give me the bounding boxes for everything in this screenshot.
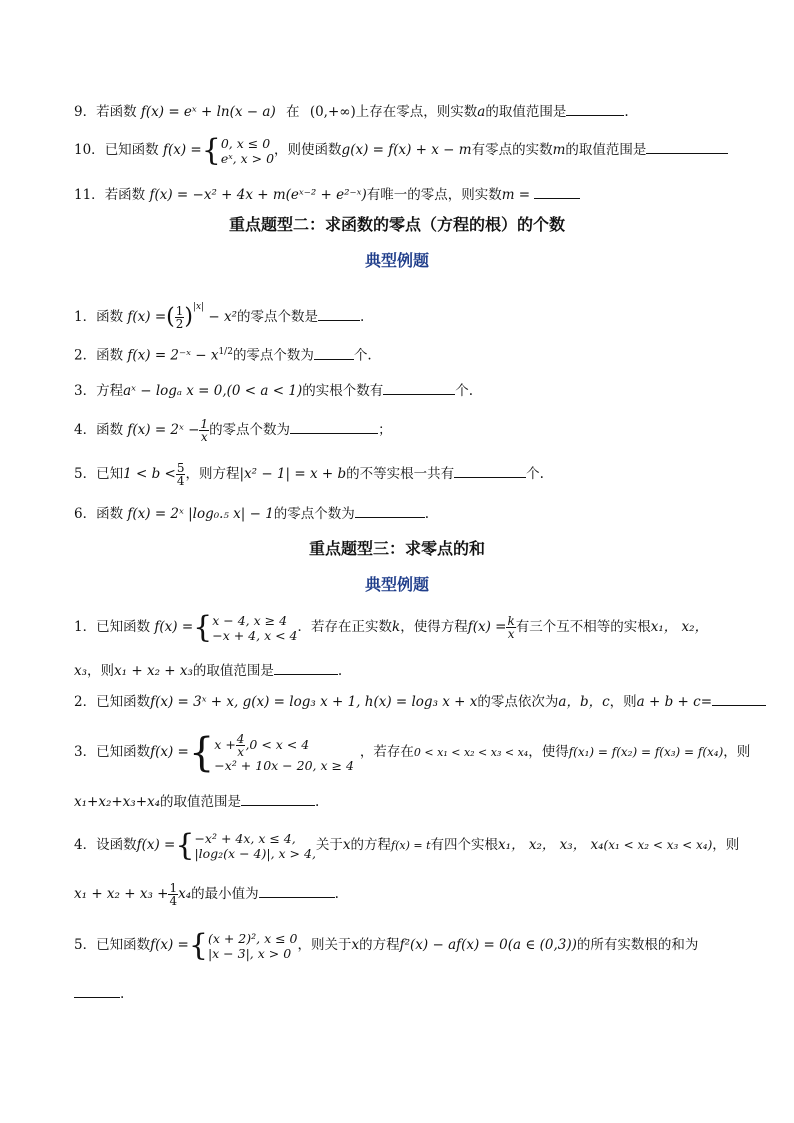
s3q4-expr: x₁ + x₂ + x₃ + — [74, 886, 169, 902]
s3q2-eq: = — [700, 694, 713, 710]
s3q4-mid2: 的方程 — [350, 837, 392, 853]
section-3-subtitle: 典型例题 — [364, 575, 429, 594]
s2q5-mid: ，则方程 — [185, 466, 240, 482]
s3q5-mid2: 的方程 — [359, 937, 400, 953]
s3q3-case-1-b: ,0 < x < 4 — [245, 736, 310, 752]
s2q5-cond: 1 < b < — [123, 466, 176, 482]
s2-question-5 — [74, 459, 544, 489]
s2q6-tail: . — [424, 506, 430, 522]
s3q4-mid: 关于 — [315, 837, 343, 853]
s3q2-abc: a，b，c — [558, 694, 610, 710]
s3q5-brace-icon: { — [188, 927, 208, 963]
section-3-title: 重点题型三：求零点的和 — [308, 539, 485, 558]
s3q3-pre: 已知函数 — [96, 744, 151, 760]
s2q1-post: 的零点个数是 — [237, 309, 319, 325]
s3q5-pre: 已知函数 — [96, 937, 151, 953]
q10-cases — [221, 136, 274, 166]
s2-question-3 — [74, 380, 473, 400]
s2q1-pre: 函数 — [96, 309, 124, 325]
s2q5-tail: 个. — [526, 466, 544, 482]
s3q1-cases — [212, 613, 297, 643]
q9-function: f(x) = eˣ + ln(x − a) — [140, 104, 276, 120]
s2-question-1: 1．函数 f(x) =( $\frac{1}{2}$ )$^{|x|}$ − x²的零点个数是 . — [74, 302, 365, 331]
s3q2-pre: 已知函数 — [96, 694, 151, 710]
s3q1-sum: x₁ + x₂ + x₃ — [114, 663, 193, 679]
s2q6-post: 的零点个数为 — [273, 506, 355, 522]
s3q1-answer-blank[interactable] — [274, 660, 338, 675]
s2q5-answer-blank[interactable] — [454, 463, 526, 478]
s3q3-cases — [214, 733, 354, 773]
s3-question-3-line-2 — [74, 791, 319, 811]
s3q5-eq: f²(x) − af(x) = 0(a ∈ (0,3)) — [399, 937, 577, 953]
section-2-subtitle: 典型例题 — [364, 251, 429, 270]
s2q1-exponent: |x| — [192, 302, 205, 312]
s3q1-frac-den: x — [507, 627, 515, 641]
s3q3-brace-icon: { — [188, 729, 215, 776]
s2q4-pre: 函数 — [96, 422, 124, 438]
s2q2-pre: 函数 — [96, 347, 124, 364]
s3q3-mid2: ，使得 — [528, 744, 569, 760]
s3q1-roots: x₁， x₂， — [650, 619, 709, 635]
s2q5-number: 5． — [74, 466, 97, 482]
q10-case-1: 0, x ≤ 0 — [220, 135, 271, 151]
s2q5-eq: |x² − 1| = x + b — [239, 466, 347, 482]
s3q3-case-2: −x² + 10x − 20, x ≥ 4 — [214, 757, 354, 773]
s3q4-min: 的最小值为 — [191, 886, 259, 902]
s3q1-x3: x₃ — [74, 663, 88, 679]
s3q3-answer-blank[interactable] — [241, 791, 315, 806]
q9-answer-blank[interactable] — [566, 101, 624, 116]
s3q2-sum: a + b + c — [636, 694, 701, 710]
s2q4-function: f(x) = 2ˣ − — [127, 422, 200, 438]
q9-end: 的取值范围是 — [485, 104, 567, 120]
q11-function: f(x) = −x² + 4x + m(eˣ⁻² + e²⁻ˣ) — [149, 187, 367, 203]
s3q4-eq: f(x) = t — [391, 839, 431, 852]
s3q4-tail: . — [334, 886, 339, 902]
s3q1-k: k — [392, 619, 401, 635]
s3q4-x: x — [342, 837, 351, 853]
q11-pre: 若函数 — [104, 187, 146, 203]
s3q3-mid: ，若存在 — [359, 744, 414, 760]
s3q1-mid: ．若存在正实数 — [297, 619, 393, 635]
s2q4-frac-den: x — [200, 430, 208, 444]
q9-var: a — [477, 104, 486, 120]
s3q2-number: 2． — [74, 694, 97, 710]
s2q6-number: 6． — [74, 506, 97, 522]
s3q3-eq: f(x₁) = f(x₂) = f(x₃) = f(x₄) — [568, 745, 724, 759]
s2q4-tail: ； — [378, 422, 392, 438]
s2q1-frac-num: 1 — [175, 304, 184, 318]
s2q5-frac-num: 5 — [176, 461, 185, 475]
s2q1-number: 1． — [74, 309, 97, 325]
q9-mid: 在 — [286, 104, 300, 120]
s3q3-sum: x₁+x₂+x₃+x₄ — [74, 794, 161, 810]
s3q1-case-2: −x + 4, x < 4 — [212, 627, 298, 643]
section-2-title: 重点题型二：求函数的零点（方程的根）的个数 — [228, 215, 565, 234]
s3q3-tail: . — [315, 794, 320, 810]
s3q1-pre: 已知函数 — [96, 619, 151, 635]
s2q6-function: f(x) = 2ˣ |log₀.₅ x| − 1 — [127, 506, 274, 522]
s3q2-functions: f(x) = 3ˣ + x, g(x) = log₃ x + 1, h(x) = log₃ x + x — [150, 694, 478, 710]
s3q3-cond: 0 < x₁ < x₂ < x₃ < x₄ — [413, 746, 529, 759]
s3q4-roots: x₁， x₂， x₃， x₄ — [498, 837, 604, 853]
s2q5-pre: 已知 — [96, 466, 124, 482]
s2q1-f: f(x) = — [127, 309, 167, 325]
s3q1-fraction — [506, 615, 515, 640]
s3q5-post: 的所有实数根的和为 — [576, 937, 699, 953]
s3q4-case-2: |log₂(x − 4)|, x > 4, — [194, 845, 316, 861]
s3q4-frac-den: 4 — [169, 894, 178, 908]
s3q4-x4: x₄ — [178, 886, 192, 902]
s2q5-frac-den: 4 — [176, 474, 185, 488]
s3q4-brace-icon: { — [175, 827, 195, 863]
s3q1-eq-left: f(x) = — [467, 619, 507, 635]
s3q1-mid2: ，使得方程 — [400, 619, 468, 635]
s2q5-post: 的不等实根一共有 — [346, 466, 455, 482]
s3q4-cond: (x₁ < x₂ < x₃ < x₄) — [603, 838, 713, 852]
s2q1-answer-blank[interactable] — [318, 306, 360, 321]
q11-eq: m = — [501, 187, 531, 203]
s2q2-exponent: 1/2 — [218, 347, 233, 357]
s2-question-2 — [74, 343, 372, 365]
s2q2-number: 2． — [74, 347, 97, 364]
question-11 — [74, 184, 580, 204]
s3q4-number: 4． — [74, 837, 97, 853]
q9-tail: . — [624, 104, 629, 120]
s3q3-frac-den: x — [237, 744, 244, 759]
s2q2-answer-blank[interactable] — [314, 345, 354, 360]
s2-question-6 — [74, 503, 429, 523]
q9-post: 上存在零点，则实数 — [355, 104, 478, 120]
s3q4-frac-num: 1 — [169, 881, 178, 895]
s3q4-pre: 设函数 — [96, 837, 137, 853]
s3-question-2 — [74, 691, 766, 711]
q9-number: 9． — [74, 104, 97, 120]
s3q4-case-1: −x² + 4x, x ≤ 4, — [194, 830, 296, 846]
s3q1-range: 的取值范围是 — [192, 663, 274, 679]
q11-answer-blank[interactable] — [534, 184, 580, 199]
s2q3-number: 3． — [74, 383, 97, 399]
s2q1-tail: . — [360, 309, 365, 325]
s3q4-fraction — [168, 882, 178, 907]
s3q1-frac-num: k — [507, 614, 515, 628]
s3q5-mid: ，则关于 — [297, 937, 352, 953]
s3q1-number: 1． — [74, 619, 97, 635]
s3q2-answer-blank[interactable] — [712, 691, 766, 706]
s2q6-answer-blank[interactable] — [355, 503, 425, 518]
q10-g: g(x) = f(x) + x − m — [341, 142, 472, 158]
s3-question-3 — [74, 730, 750, 775]
s3q1-case-1: x − 4, x ≥ 4 — [212, 612, 288, 628]
s3q1-tail: . — [337, 663, 343, 679]
s3q1-brace-icon: { — [193, 609, 213, 645]
q11-post: 有唯一的零点，则实数 — [366, 187, 502, 203]
q10-f-left: f(x) = — [162, 142, 202, 158]
q10-pre: 已知函数 — [104, 142, 159, 158]
s2q1-rest: − x² — [208, 309, 238, 325]
s2q4-frac-num: 1 — [200, 417, 209, 431]
s2q2-post: 的零点个数为 — [232, 347, 314, 364]
q10-number: 10． — [74, 142, 105, 158]
s3-question-5 — [74, 928, 698, 962]
s2q4-post: 的零点个数为 — [209, 422, 291, 438]
s3q2-post: 的零点依次为 — [477, 694, 559, 710]
s2q4-fraction — [199, 418, 209, 443]
s3q3-frac-num: 4 — [236, 731, 245, 746]
s2q2-function: f(x) = 2⁻ˣ − x — [127, 347, 219, 364]
s2q3-pre: 方程 — [96, 383, 124, 399]
s2q4-number: 4． — [74, 422, 97, 438]
s3q4-post2: ，则 — [712, 837, 740, 853]
s3q5-x: x — [351, 937, 360, 953]
s3q5-number: 5． — [74, 937, 97, 953]
q9-pre: 若函数 — [96, 104, 137, 120]
s3q3-case-1 — [214, 731, 310, 759]
s2-question-4 — [74, 416, 392, 444]
s3q1-f: f(x) = — [154, 619, 194, 635]
s3q4-cases — [194, 831, 315, 861]
s3q3-case-1-a: x + — [214, 736, 236, 752]
s3q5-tail: . — [120, 986, 125, 1002]
s3-question-1-line-2 — [74, 660, 342, 680]
q10-post: 有零点的实数 — [471, 142, 553, 158]
s3q1-then: ，则 — [87, 663, 115, 679]
s3-question-4-line-2 — [74, 880, 339, 908]
s3q3-f: f(x) = — [150, 744, 189, 760]
s2q3-post: 的实根个数有 — [302, 383, 384, 399]
s2q3-tail: 个. — [455, 383, 474, 399]
s3q5-f: f(x) = — [150, 937, 189, 953]
s3q4-answer-blank[interactable] — [259, 883, 335, 898]
s3q5-cases — [208, 931, 298, 961]
s3q3-post: ，则 — [723, 744, 751, 760]
q9-interval: (0,+∞) — [309, 104, 356, 120]
q10-case-2: eˣ, x > 0 — [220, 150, 275, 166]
q10-answer-blank[interactable] — [646, 139, 728, 154]
s3q4-post: 有四个实根 — [430, 837, 499, 853]
s3q2-post2: ，则 — [609, 694, 637, 710]
q10-var: m — [552, 142, 566, 158]
s2q1-frac-den: 2 — [175, 317, 184, 331]
s3q5-case-1: (x + 2)², x ≤ 0 — [207, 930, 298, 946]
s3q4-f: f(x) = — [136, 837, 176, 853]
q10-brace-icon: { — [201, 132, 221, 168]
s3q5-answer-blank[interactable] — [74, 983, 120, 998]
s3-question-1 — [74, 610, 708, 644]
q10-mid: ，则使函数 — [274, 142, 342, 158]
s2q3-function: aˣ − logₐ x = 0,(0 < a < 1) — [123, 383, 303, 399]
s3q3-range: 的取值范围是 — [160, 794, 242, 810]
s2q4-answer-blank[interactable] — [290, 419, 378, 434]
s3q3-case-1-fraction — [236, 733, 246, 758]
question-10 — [74, 133, 728, 167]
s2q1-fraction — [175, 305, 185, 330]
s3-question-4 — [74, 828, 739, 863]
s2q2-tail: 个. — [353, 347, 372, 364]
q11-number: 11． — [74, 187, 105, 203]
s3q1-post: 有三个互不相等的实根 — [515, 619, 651, 635]
s2q3-answer-blank[interactable] — [383, 380, 455, 395]
q10-end: 的取值范围是 — [565, 142, 647, 158]
s3q5-case-2: |x − 3|, x > 0 — [207, 945, 292, 961]
s3q3-number: 3． — [74, 744, 97, 760]
s2q6-pre: 函数 — [96, 506, 124, 522]
question-9 — [74, 101, 629, 121]
s3-question-5-line-2 — [74, 983, 124, 1003]
